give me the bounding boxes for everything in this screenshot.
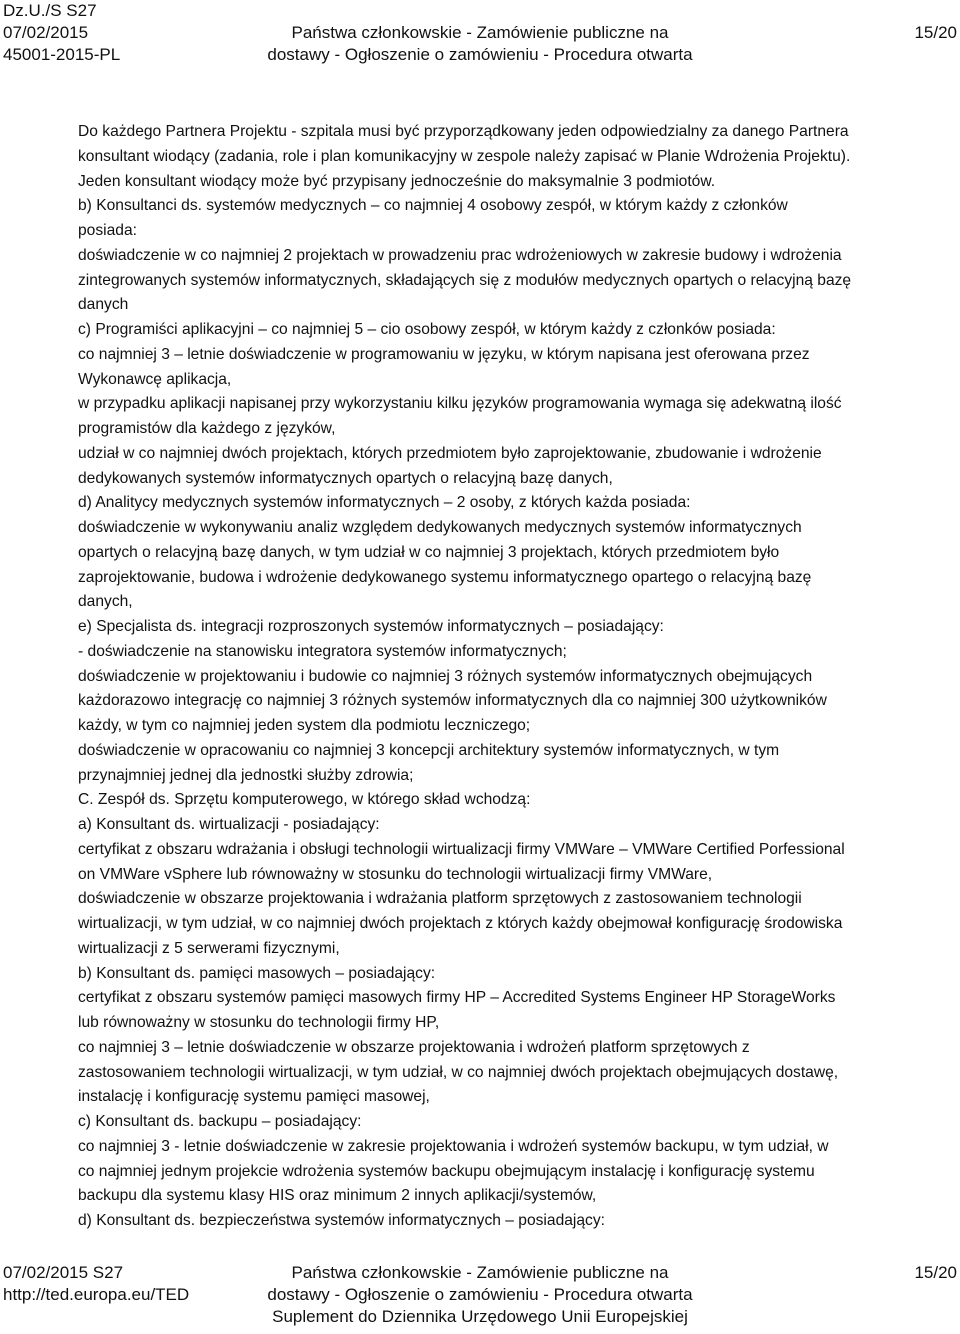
body-text-line: przynajmniej jednej dla jednostki służby zdrowia;: [78, 766, 414, 784]
body-text-line: każdy, w tym co najmniej jeden system dla podmiotu leczniczego;: [78, 717, 531, 734]
header-page-number: 15/20: [914, 23, 957, 42]
footer-supplement: Suplement do Dziennika Urzędowego Unii Europejskiej: [272, 1307, 688, 1326]
header-line: [0, 0, 960, 22]
header-center: [0, 0, 960, 66]
footer-title-line-2: dostawy - Ogłoszenie o zamówieniu - Procedura otwarta: [267, 1285, 693, 1304]
body-text-line: Do każdego Partnera Projektu - szpitala musi być przyporządkowany jeden odpowiedzialny za danego Partnera: [78, 123, 849, 140]
body-text-line: - doświadczenie na stanowisku integratora systemów informatycznych;: [78, 642, 567, 660]
body-text-line: doświadczenie w obszarze projektowania i wdrażania platform sprzętowych z zastosowaniem technologii: [78, 890, 802, 908]
footer-page-number: 15/20: [914, 1263, 957, 1282]
body-text-line: d) Analitycy medycznych systemów informatycznych – 2 osoby, z których każda posiada:: [78, 494, 691, 512]
body-text-line: certyfikat z obszaru systemów pamięci masowych firmy HP – Accredited Systems Engineer HP StorageWorks: [78, 989, 836, 1007]
body-text-line: co najmniej 3 – letnie doświadczenie w programowaniu w języku, w którym napisana jest oferowana przez: [78, 345, 810, 363]
document-body: [78, 120, 948, 1234]
body-text-line: c) Konsultant ds. backupu – posiadający:: [78, 1113, 362, 1130]
body-text-line: Wykonawcę aplikacja,: [78, 370, 232, 388]
body-text-line: lub równoważny w stosunku do technologii firmy HP,: [78, 1014, 440, 1031]
header-journal-ref: Dz.U./S S27: [3, 1, 97, 20]
footer-date-series: 07/02/2015 S27: [3, 1263, 124, 1282]
header-spacer: [914, 0, 957, 22]
body-text-line: co najmniej 3 - letnie doświadczenie w zakresie projektowania i wdrożeń systemów backupu, w tym udział, w: [78, 1137, 829, 1155]
footer-url: http://ted.europa.eu/TED: [3, 1285, 190, 1304]
body-text-line: certyfikat z obszaru wdrażania i obsługi technologii wirtualizacji firmy VMWare – VMWare Certified Porfessional: [78, 840, 845, 858]
body-text-line: co najmniej 3 – letnie doświadczenie w obszarze projektowania i wdrożeń platform sprzętowych z: [78, 1038, 750, 1056]
body-text-line: zintegrowanych systemów informatycznych, składających się z modułów medycznych opartych o relacyjną bazę: [78, 271, 852, 289]
body-text-line: dedykowanych systemów informatycznych opartych o relacyjną bazę danych,: [78, 469, 613, 487]
footer-center: [0, 1262, 960, 1328]
body-text-line: każdorazowo integrację co najmniej 3 różnych systemów informatycznych dla co najmniej 300 użytkowników: [78, 692, 827, 710]
body-text-line: posiada:: [78, 222, 137, 239]
body-text-line: d) Konsultant ds. bezpieczeństwa systemów informatycznych – posiadający:: [78, 1212, 605, 1229]
body-text-line: C. Zespół ds. Sprzętu komputerowego, w którego skład wchodzą:: [78, 791, 531, 809]
body-text-line: zastosowaniem technologii wirtualizacji, w tym udział, w co najmniej dwóch projektach obejmujących dostawę,: [78, 1063, 839, 1081]
body-text-line: danych: [78, 296, 129, 314]
header-right: [914, 0, 957, 44]
body-text-line: konsultant wiodący (zadania, role i plan komunikacyjny w zespole należy zapisać w Planie Wdrożenia Projektu).: [78, 147, 851, 165]
header-title-line-1: Państwa członkowskie - Zamówienie publiczne na: [291, 23, 669, 42]
body-text-line: c) Programiści aplikacyjni – co najmniej 5 – cio osobowy zespół, w którym każdy z członków posiada:: [78, 321, 776, 338]
body-text-line: doświadczenie w projektowaniu i budowie co najmniej 3 różnych systemów informatycznych obejmujących: [78, 667, 813, 685]
body-text-line: doświadczenie w wykonywaniu analiz względem dedykowanych medycznych systemów informatycznych: [78, 519, 802, 536]
body-text-line: programistów dla każdego z języków,: [78, 420, 336, 437]
body-text-line: opartych o relacyjną bazę danych, w tym udział w co najmniej 3 projektach, których przedmiotem było: [78, 543, 780, 561]
body-text-line: b) Konsultanci ds. systemów medycznych – co najmniej 4 osobowy zespół, w którym każdy z członków: [78, 197, 788, 215]
body-text-line: doświadczenie w opracowaniu co najmniej 3 koncepcji architektury systemów informatycznych, w tym: [78, 741, 780, 759]
body-text-line: wirtualizacji, w tym udział, w co najmniej dwóch projektach z których każdy obejmował konfigurację środowiska: [78, 915, 843, 932]
footer-title-line-1: Państwa członkowskie - Zamówienie publiczne na: [291, 1263, 669, 1282]
body-text-line: backupu dla systemu klasy HIS oraz minimum 2 innych aplikacji/systemów,: [78, 1187, 597, 1205]
header-title-line-2: dostawy - Ogłoszenie o zamówieniu - Procedura otwarta: [267, 45, 693, 64]
body-text-line: danych,: [78, 593, 133, 611]
footer-right: [914, 1262, 957, 1284]
body-text-line: on VMWare vSphere lub równoważny w stosunku do technologii wirtualizacji firmy VMWare,: [78, 865, 713, 883]
header-notice-number: 45001-2015-PL: [3, 45, 121, 64]
body-text-line: wirtualizacji z 5 serwerami fizycznymi,: [78, 939, 340, 957]
body-text-line: b) Konsultant ds. pamięci masowych – posiadający:: [78, 964, 436, 982]
body-text-line: Jeden konsultant wiodący może być przypisany jednocześnie do maksymalnie 3 podmiotów.: [78, 172, 716, 190]
body-text-line: instalację i konfigurację systemu pamięci masowej,: [78, 1088, 430, 1106]
body-text-line: co najmniej jednym projekcie wdrożenia systemów backupu obejmującym instalację i konfigurację systemu: [78, 1162, 815, 1180]
body-text-line: a) Konsultant ds. wirtualizacji - posiadający:: [78, 816, 380, 833]
body-text-line: zaprojektowanie, budowa i wdrożenie dedykowanego systemu informatycznego opartego o relacyjną bazę: [78, 568, 812, 586]
body-text-line: w przypadku aplikacji napisanej przy wykorzystaniu kilku języków programowania wymaga się adekwatną ilość: [78, 395, 842, 413]
body-text-line: doświadczenie w co najmniej 2 projektach w prowadzeniu prac wdrożeniowych w zakresie budowy i wdrożenia: [78, 246, 842, 264]
body-text-line: udział w co najmniej dwóch projektach, których przedmiotem było zaprojektowanie, zbudowanie i wdrożenie: [78, 444, 822, 462]
header-date: 07/02/2015: [3, 23, 89, 42]
body-text-line: e) Specjalista ds. integracji rozproszonych systemów informatycznych – posiadający:: [78, 618, 664, 635]
